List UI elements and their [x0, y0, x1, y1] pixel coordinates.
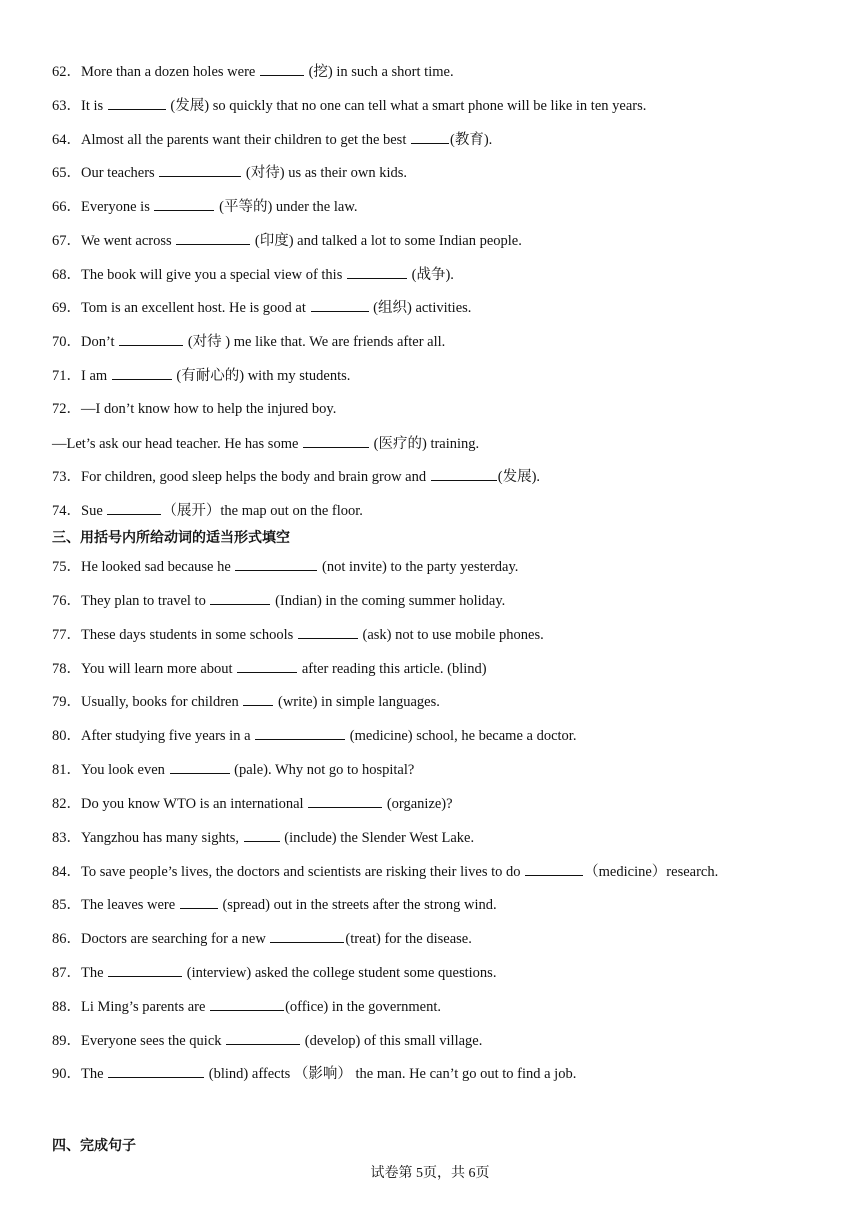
- question-number: 72．: [52, 401, 81, 417]
- answer-blank[interactable]: [112, 366, 172, 380]
- question-item: [52, 130, 492, 149]
- answer-blank[interactable]: [180, 895, 218, 909]
- question-item: [52, 366, 350, 385]
- question-text-tail: (interview) asked the college student some questions.: [183, 965, 497, 981]
- question-text-tail: (include) the Slender West Lake.: [280, 830, 475, 846]
- question-item: [52, 298, 471, 317]
- question-text: —Let’s ask our head teacher. He has some: [52, 436, 303, 452]
- answer-blank[interactable]: [525, 862, 583, 876]
- question-text: Everyone is: [81, 199, 154, 215]
- question-number: 62．: [52, 64, 81, 80]
- question-text-tail: （medicine）research.: [584, 864, 719, 880]
- answer-blank[interactable]: [226, 1031, 300, 1045]
- question-text: The: [81, 965, 108, 981]
- question-number: 78．: [52, 661, 81, 677]
- question-text: The leaves were: [81, 897, 179, 913]
- question-text: Yangzhou has many sights,: [81, 830, 243, 846]
- question-item: [52, 591, 505, 610]
- answer-blank[interactable]: [159, 163, 241, 177]
- question-text-tail: (发展) so quickly that no one can tell what a smart phone will be like in ten years.: [166, 98, 647, 114]
- question-text-tail: (medicine) school, he became a doctor.: [346, 728, 577, 744]
- question-text: Sue: [81, 503, 107, 519]
- question-item: [52, 726, 576, 745]
- question-text: —I don’t know how to help the injured boy.: [81, 401, 337, 417]
- question-item: [52, 332, 445, 351]
- question-item: [52, 501, 363, 520]
- question-text-tail: （展开）the map out on the floor.: [162, 503, 363, 519]
- answer-blank[interactable]: [244, 828, 280, 842]
- question-text: These days students in some schools: [81, 627, 297, 643]
- question-text-tail: (write) in simple languages.: [274, 694, 440, 710]
- question-item: [52, 434, 479, 453]
- question-text-tail: (医疗的) training.: [370, 436, 480, 452]
- answer-blank[interactable]: [170, 760, 230, 774]
- question-text: Do you know WTO is an international: [81, 796, 308, 812]
- question-text-tail: (组织) activities.: [369, 300, 472, 316]
- question-text: It is: [81, 98, 107, 114]
- question-text: After studying five years in a: [81, 728, 255, 744]
- question-item: [52, 197, 358, 216]
- question-item: [52, 692, 440, 711]
- question-text-tail: (develop) of this small village.: [301, 1033, 483, 1049]
- question-text-tail: (战争).: [407, 267, 454, 283]
- answer-blank[interactable]: [298, 625, 358, 639]
- question-text: You will learn more about: [81, 661, 237, 677]
- answer-blank[interactable]: [108, 1064, 204, 1078]
- answer-blank[interactable]: [176, 231, 250, 245]
- question-number: 65．: [52, 165, 81, 181]
- question-text: To save people’s lives, the doctors and scientists are risking their lives to do: [81, 864, 525, 880]
- question-text-tail: (教育).: [449, 132, 493, 148]
- question-item: [52, 557, 518, 576]
- answer-blank[interactable]: [108, 96, 166, 110]
- question-item: [52, 963, 496, 982]
- question-number: 79．: [52, 694, 81, 710]
- question-text: Li Ming’s parents are: [81, 999, 210, 1015]
- question-number: 88．: [52, 999, 81, 1015]
- question-text-tail: (not invite) to the party yesterday.: [318, 559, 519, 575]
- question-number: 85．: [52, 897, 81, 913]
- answer-blank[interactable]: [210, 591, 270, 605]
- answer-blank[interactable]: [270, 929, 344, 943]
- answer-blank[interactable]: [108, 963, 182, 977]
- question-text: Don’t: [81, 334, 119, 350]
- question-number: 66．: [52, 199, 81, 215]
- answer-blank[interactable]: [303, 434, 369, 448]
- answer-blank[interactable]: [431, 467, 497, 481]
- question-text-tail: (有耐心的) with my students.: [172, 368, 351, 384]
- answer-blank[interactable]: [411, 130, 449, 144]
- question-text: Everyone sees the quick: [81, 1033, 226, 1049]
- answer-blank[interactable]: [347, 265, 407, 279]
- question-text: They plan to travel to: [81, 593, 210, 609]
- question-text-tail: (office) in the government.: [285, 999, 442, 1015]
- answer-blank[interactable]: [255, 726, 345, 740]
- question-number: 76．: [52, 593, 81, 609]
- question-number: 63．: [52, 98, 81, 114]
- question-text-tail: (pale). Why not go to hospital?: [230, 762, 415, 778]
- question-item: [52, 760, 414, 779]
- question-text: The: [81, 1066, 108, 1082]
- question-text-tail: (Indian) in the coming summer holiday.: [271, 593, 506, 609]
- question-item: [52, 96, 646, 115]
- question-text: Almost all the parents want their children to get the best: [81, 132, 410, 148]
- question-number: 83．: [52, 830, 81, 846]
- question-number: 80．: [52, 728, 81, 744]
- question-text: More than a dozen holes were: [81, 64, 259, 80]
- question-text: You look even: [81, 762, 169, 778]
- question-number: 82．: [52, 796, 81, 812]
- question-item: [52, 467, 540, 486]
- question-item: [52, 794, 453, 813]
- question-item: [52, 163, 407, 182]
- question-text-tail: (spread) out in the streets after the strong wind.: [218, 897, 497, 913]
- question-item: [52, 997, 441, 1016]
- question-item: [52, 265, 454, 284]
- answer-blank[interactable]: [311, 298, 369, 312]
- question-item: [52, 862, 718, 881]
- question-text: Doctors are searching for a new: [81, 931, 270, 947]
- question-text-tail: (平等的) under the law.: [215, 199, 358, 215]
- question-number: 74．: [52, 503, 81, 519]
- question-text: I am: [81, 368, 111, 384]
- question-number: 75．: [52, 559, 81, 575]
- answer-blank[interactable]: [243, 692, 273, 706]
- question-item: [52, 1064, 576, 1083]
- question-item: [52, 659, 487, 678]
- answer-blank[interactable]: [237, 659, 297, 673]
- question-text: We went across: [81, 233, 176, 249]
- question-number: 70．: [52, 334, 81, 350]
- question-text-tail: (挖) in such a short time.: [304, 64, 454, 80]
- question-text: Usually, books for children: [81, 694, 243, 710]
- question-number: 87．: [52, 965, 81, 981]
- question-number: 67．: [52, 233, 81, 249]
- answer-blank[interactable]: [154, 197, 214, 211]
- answer-blank[interactable]: [308, 794, 382, 808]
- question-number: 71．: [52, 368, 81, 384]
- question-text-tail: (organize)?: [383, 796, 453, 812]
- question-number: 90．: [52, 1066, 81, 1082]
- question-item: [52, 62, 454, 81]
- question-number: 77．: [52, 627, 81, 643]
- question-number: 73．: [52, 469, 81, 485]
- section-4-heading: 四、完成句子: [52, 1138, 136, 1154]
- question-text: Tom is an excellent host. He is good at: [81, 300, 310, 316]
- question-number: 84．: [52, 864, 81, 880]
- question-text-tail: after reading this article. (blind): [298, 661, 487, 677]
- question-text-tail: (对待 ) me like that. We are friends after all.: [184, 334, 446, 350]
- question-number: 68．: [52, 267, 81, 283]
- question-number: 81．: [52, 762, 81, 778]
- question-item: [52, 895, 497, 914]
- question-item: [52, 828, 474, 847]
- question-text-tail: (发展).: [497, 469, 541, 485]
- question-item: [52, 400, 336, 418]
- question-text: Our teachers: [81, 165, 159, 181]
- answer-blank[interactable]: [235, 557, 317, 571]
- question-text-tail: (对待) us as their own kids.: [242, 165, 408, 181]
- question-number: 64．: [52, 132, 81, 148]
- answer-blank[interactable]: [119, 332, 183, 346]
- question-text-tail: (blind) affects （影响） the man. He can’t go out to find a job.: [205, 1066, 577, 1082]
- question-item: [52, 1031, 482, 1050]
- page-footer: 试卷第 5页，共 6页: [370, 1166, 490, 1181]
- question-number: 89．: [52, 1033, 81, 1049]
- question-number: 86．: [52, 931, 81, 947]
- answer-blank[interactable]: [107, 501, 161, 515]
- question-number: 69．: [52, 300, 81, 316]
- section-3-heading: 三、用括号内所给动词的适当形式填空: [52, 530, 290, 546]
- question-text: For children, good sleep helps the body and brain grow and: [81, 469, 430, 485]
- answer-blank[interactable]: [260, 62, 304, 76]
- answer-blank[interactable]: [210, 997, 284, 1011]
- question-item: [52, 231, 522, 250]
- question-text: He looked sad because he: [81, 559, 235, 575]
- question-item: [52, 929, 472, 948]
- question-item: [52, 625, 544, 644]
- question-text-tail: (印度) and talked a lot to some Indian people.: [251, 233, 522, 249]
- question-text: The book will give you a special view of this: [81, 267, 346, 283]
- question-text-tail: (treat) for the disease.: [345, 931, 472, 947]
- question-text-tail: (ask) not to use mobile phones.: [358, 627, 544, 643]
